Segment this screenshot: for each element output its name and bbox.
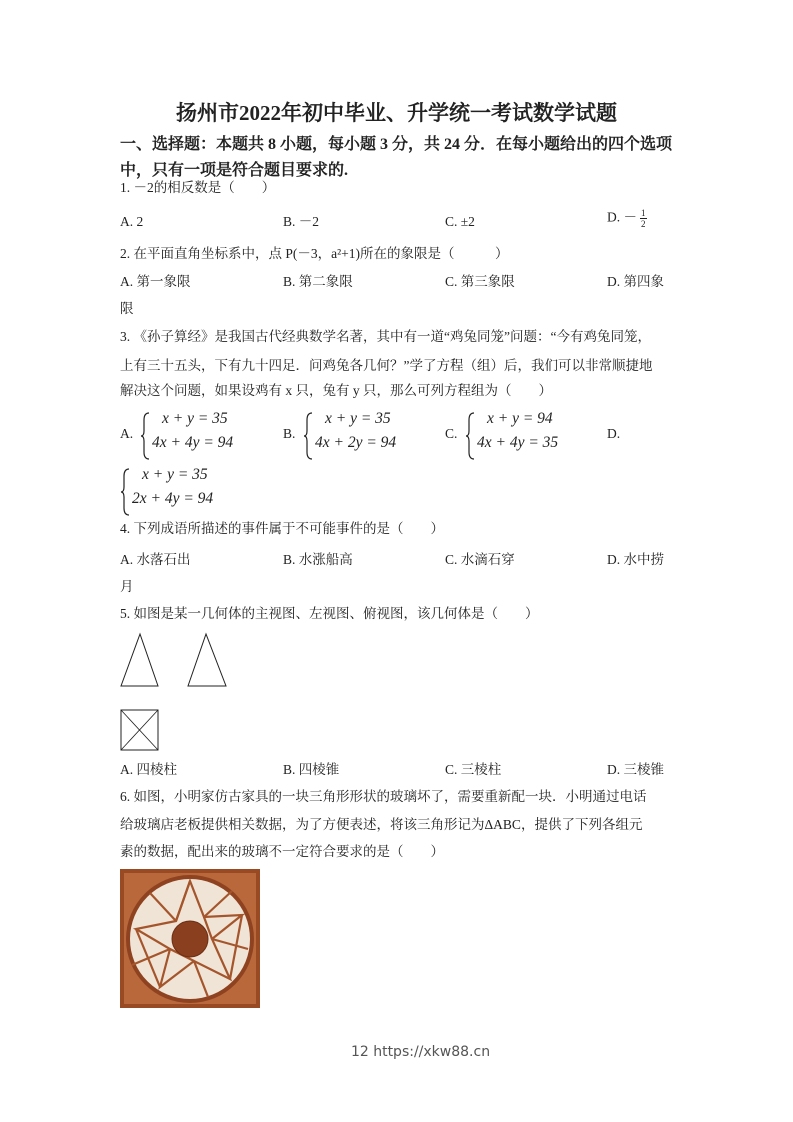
q3-option-d-label: D. [607,426,621,441]
q2-option-a: A. 第一象限 [120,274,191,289]
q5-option-c: C. 三棱柱 [445,762,502,777]
q2-option-b: B. 第二象限 [283,274,353,289]
q2-stem: 2. 在平面直角坐标系中，点 P(－3，a²+1)所在的象限是（ ） [120,246,509,261]
q3-stem-line3: 解决这个问题，如果设鸡有 x 只，兔有 y 只，那么可列方程组为（ ） [120,383,552,398]
brace-icon [303,412,315,460]
q4-option-a: A. 水落石出 [120,552,191,567]
front-view-triangle [121,634,158,686]
brace-icon [465,412,477,460]
q5-option-b: B. 四棱锥 [283,762,340,777]
equation: 4x + 2y = 94 [315,434,397,451]
q2-option-d: D. 第四象 [607,274,664,289]
fraction [640,208,647,229]
q1-stem: 1. －2的相反数是（ ） [120,180,276,195]
section-heading-line1: 一、选择题：本题共 8 小题，每小题 3 分，共 24 分．在每小题给出的四个选项 [120,136,673,153]
q3-option-c-label: C. [445,426,458,441]
q1-option-a: A. 2 [120,214,144,229]
q6-stem-line3: 素的数据，配出来的玻璃不一定符合要求的是（ ） [120,844,444,859]
equation: x + y = 35 [325,410,391,427]
q1-option-b: B. －2 [283,214,320,229]
q3-option-b-label: B. [283,426,296,441]
q6-stem-line1: 6. 如图，小明家仿古家具的一块三角形形状的玻璃坏了，需要重新配一块．小明通过电话 [120,789,647,804]
equation: 4x + 4y = 94 [152,434,234,451]
page-footer: 12 https://xkw88.cn [350,1044,491,1060]
q5-option-a: A. 四棱柱 [120,762,177,777]
equation: x + y = 35 [142,466,208,483]
q3-stem-line2: 上有三十五头，下有九十四足．问鸡兔各几何？”学了方程（组）后，我们可以非常顺捷地 [120,358,653,373]
equation: 4x + 4y = 35 [477,434,559,451]
q4-option-d: D. 水中捞 [607,552,664,567]
q3-option-a-label: A. [120,426,134,441]
q3-stem-line1: 3. 《孙子算经》是我国古代经典数学名著，其中有一道“鸡兔同笼”问题：“今有鸡兔同笼， [120,329,651,344]
top-view-square [121,710,158,750]
q4-stem: 4. 下列成语所描述的事件属于不可能事件的是（ ） [120,521,444,536]
equation: 2x + 4y = 94 [132,490,214,507]
q1-option-d [607,208,647,229]
q5-option-d: D. 三棱锥 [607,762,664,777]
q2-option-c: C. 第三象限 [445,274,515,289]
fraction-denominator: 2 [641,219,646,229]
q1-option-d-prefix: D. － [607,209,637,225]
section-heading-line2: 中，只有一项是符合题目要求的. [120,162,349,179]
three-view-figure [118,630,238,755]
q5-stem: 5. 如图是某一几何体的主视图、左视图、俯视图，该几何体是（ ） [120,606,539,621]
q2-option-d-wrap: 限 [120,301,134,316]
equation: x + y = 35 [162,410,228,427]
q1-option-c: C. ±2 [445,214,475,229]
q4-option-d-wrap: 月 [120,579,134,594]
q6-stem-line2: 给玻璃店老板提供相关数据，为了方便表述，将该三角形记为ΔABC，提供了下列各组元 [120,817,643,832]
brace-icon [140,412,152,460]
q4-option-b: B. 水涨船高 [283,552,353,567]
antique-glass-panel-image [120,869,260,1008]
page-title: 扬州市2022年初中毕业、升学统一考试数学试题 [176,101,617,125]
q4-option-c: C. 水滴石穿 [445,552,515,567]
brace-icon [120,468,132,516]
side-view-triangle [188,634,226,686]
equation: x + y = 94 [487,410,553,427]
fraction-numerator: 1 [641,208,646,218]
